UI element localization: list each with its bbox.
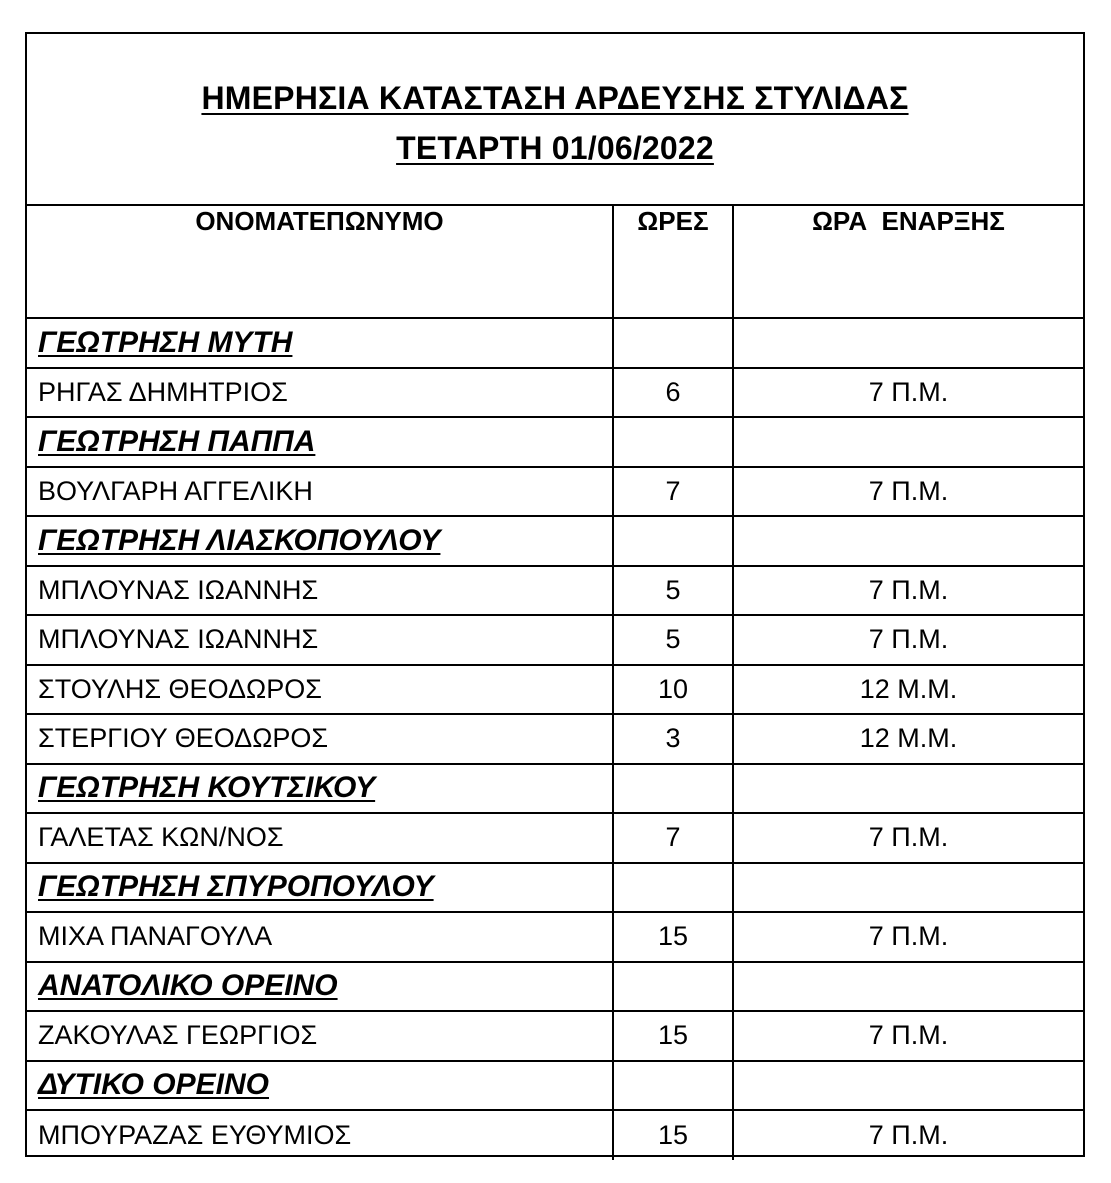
irrigation-report-sheet <box>25 32 1085 1157</box>
table-section-row <box>27 764 1083 814</box>
name-cell: ΖΑΚΟΥΛΑΣ ΓΕΩΡΓΙΟΣ <box>27 1011 613 1061</box>
start-time-cell <box>733 863 1083 913</box>
hours-cell <box>613 764 733 814</box>
table-row <box>27 912 1083 962</box>
column-header-start-time: ΩΡΑ ΕΝΑΡΞΗΣ <box>733 206 1083 318</box>
table-section-row <box>27 318 1083 368</box>
section-label: ΔΥΤΙΚΟ ΟΡΕΙΝΟ <box>38 1068 269 1102</box>
section-name-cell <box>27 962 613 1012</box>
start-time-cell <box>733 764 1083 814</box>
hours-cell: 7 <box>613 813 733 863</box>
hours-cell <box>613 318 733 368</box>
irrigation-schedule-table <box>27 206 1083 1160</box>
hours-cell <box>613 417 733 467</box>
start-time-cell: 12 Μ.Μ. <box>733 665 1083 715</box>
table-section-row <box>27 863 1083 913</box>
name-cell: ΓΑΛΕΤΑΣ ΚΩΝ/ΝΟΣ <box>27 813 613 863</box>
start-time-cell: 7 Π.Μ. <box>733 615 1083 665</box>
report-title: ΗΜΕΡΗΣΙΑ ΚΑΤΑΣΤΑΣΗ ΑΡΔΕΥΣΗΣ ΣΤΥΛΙΔΑΣ <box>201 80 909 116</box>
name-cell: ΒΟΥΛΓΑΡΗ ΑΓΓΕΛΙΚΗ <box>27 467 613 517</box>
table-row <box>27 566 1083 616</box>
table-row <box>27 665 1083 715</box>
table-row <box>27 615 1083 665</box>
column-header-name: ΟΝΟΜΑΤΕΠΩΝΥΜΟ <box>27 206 613 318</box>
hours-cell: 10 <box>613 665 733 715</box>
section-label: ΓΕΩΤΡΗΣΗ ΜΥΤΗ <box>38 325 293 359</box>
start-time-cell: 7 Π.Μ. <box>733 813 1083 863</box>
section-name-cell <box>27 417 613 467</box>
section-name-cell <box>27 318 613 368</box>
name-cell: ΜΠΟΥΡΑΖΑΣ ΕΥΘΥΜΙΟΣ <box>27 1110 613 1160</box>
section-name-cell <box>27 863 613 913</box>
start-time-cell: 7 Π.Μ. <box>868 1119 949 1150</box>
table-row <box>27 1011 1083 1061</box>
table-row <box>27 714 1083 764</box>
table-header-row <box>27 206 1083 318</box>
hours-cell <box>613 516 733 566</box>
hours-cell <box>613 962 733 1012</box>
name-cell: ΡΗΓΑΣ ΔΗΜΗΤΡΙΟΣ <box>27 368 613 418</box>
start-time-cell <box>733 417 1083 467</box>
section-name-cell <box>27 764 613 814</box>
start-time-cell <box>733 318 1083 368</box>
hours-cell: 5 <box>613 615 733 665</box>
name-cell: ΣΤΟΥΛΗΣ ΘΕΟΔΩΡΟΣ <box>27 665 613 715</box>
report-date: ΤΕΤΑΡΤΗ 01/06/2022 <box>396 130 714 166</box>
hours-cell: 15 <box>613 1011 733 1061</box>
name-cell: ΣΤΕΡΓΙΟΥ ΘΕΟΔΩΡΟΣ <box>27 714 613 764</box>
table-row <box>27 368 1083 418</box>
hours-cell <box>613 1061 733 1111</box>
section-label: ΓΕΩΤΡΗΣΗ ΛΙΑΣΚΟΠΟΥΛΟΥ <box>38 523 441 557</box>
start-time-cell: 7 Π.Μ. <box>733 566 1083 616</box>
table-row <box>27 1110 1083 1160</box>
table-section-row <box>27 962 1083 1012</box>
start-time-cell <box>733 962 1083 1012</box>
section-label: ΓΕΩΤΡΗΣΗ ΚΟΥΤΣΙΚΟΥ <box>38 771 376 805</box>
report-title-block <box>27 34 1083 206</box>
start-time-cell: 7 Π.Μ. <box>733 368 1083 418</box>
section-name-cell <box>27 1061 613 1111</box>
start-time-cell <box>733 516 1083 566</box>
hours-cell: 15 <box>613 912 733 962</box>
section-label: ΓΕΩΤΡΗΣΗ ΣΠΥΡΟΠΟΥΛΟΥ <box>38 870 434 904</box>
table-row <box>27 467 1083 517</box>
table-section-row <box>27 516 1083 566</box>
hours-cell <box>613 863 733 913</box>
name-cell: ΜΠΛΟΥΝΑΣ ΙΩΑΝΝΗΣ <box>27 615 613 665</box>
table-row <box>27 813 1083 863</box>
start-time-cell: 7 Π.Μ. <box>733 912 1083 962</box>
table-section-row <box>27 1061 1083 1111</box>
hours-cell: 6 <box>613 368 733 418</box>
hours-cell: 5 <box>613 566 733 616</box>
start-time-cell: 7 Π.Μ. <box>733 1011 1083 1061</box>
table-section-row <box>27 417 1083 467</box>
name-cell: ΜΠΛΟΥΝΑΣ ΙΩΑΝΝΗΣ <box>27 566 613 616</box>
start-time-cell: 7 Π.Μ. <box>733 467 1083 517</box>
start-time-cell <box>733 1061 1083 1111</box>
section-label: ΓΕΩΤΡΗΣΗ ΠΑΠΠΑ <box>38 424 316 458</box>
column-header-hours: ΩΡΕΣ <box>613 206 733 318</box>
hours-cell: 7 <box>613 467 733 517</box>
hours-cell: 15 <box>613 1110 733 1160</box>
table-body <box>27 318 1083 1160</box>
section-name-cell <box>27 516 613 566</box>
section-label: ΑΝΑΤΟΛΙΚΟ ΟΡΕΙΝΟ <box>38 969 338 1003</box>
start-time-cell: 12 Μ.Μ. <box>733 714 1083 764</box>
name-cell: ΜΙΧΑ ΠΑΝΑΓΟΥΛΑ <box>27 912 613 962</box>
hours-cell: 3 <box>613 714 733 764</box>
